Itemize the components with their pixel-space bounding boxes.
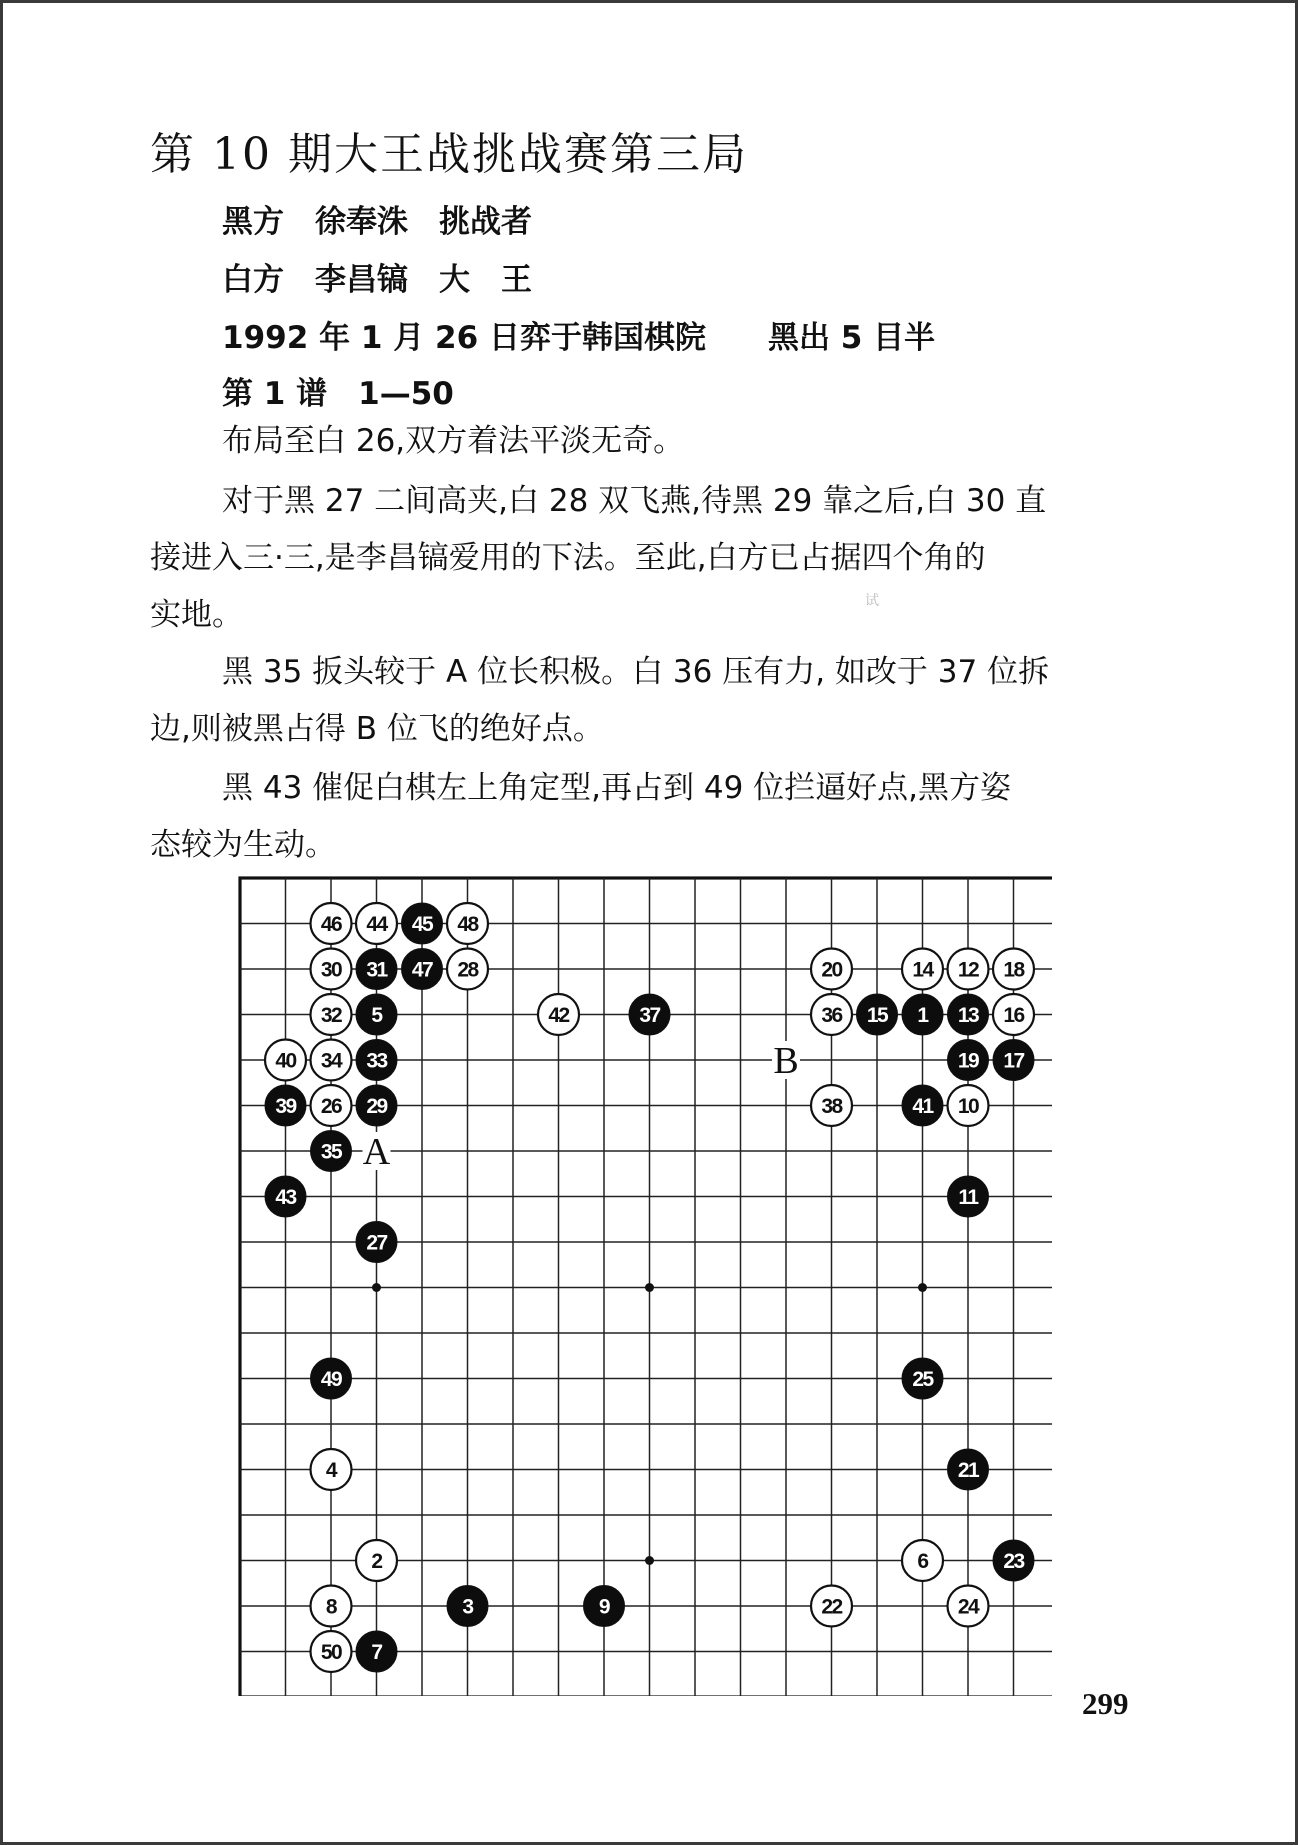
black-stone-47 (402, 949, 443, 990)
stone-move-number: 22 (821, 1595, 842, 1619)
stone-move-number: 10 (957, 1095, 979, 1118)
stone-move-number: 23 (1003, 1550, 1024, 1573)
white-stone-4 (311, 1449, 352, 1490)
stone-move-number: 8 (325, 1595, 337, 1619)
stone-move-number: 12 (957, 958, 979, 982)
white-stone-42 (538, 994, 579, 1035)
stone-move-number: 24 (957, 1595, 979, 1619)
white-stone-32 (311, 994, 352, 1035)
white-stone-30 (311, 949, 352, 990)
black-stone-7 (356, 1631, 397, 1672)
stone-move-number: 9 (598, 1595, 610, 1619)
black-stone-33 (356, 1040, 397, 1081)
star-point (645, 1283, 654, 1292)
stone-move-number: 18 (1003, 958, 1024, 982)
game-title: 第 10 期大王战挑战赛第三局 (150, 129, 748, 180)
paragraph-line: 黑 35 扳头较于 A 位长积极。白 36 压有力, 如改于 37 位拆 (222, 654, 1050, 690)
paragraph-line: 边,则被黑占得 B 位飞的绝好点。 (150, 711, 604, 747)
stone-move-number: 38 (821, 1095, 842, 1118)
paragraph-line: 态较为生动。 (150, 827, 336, 863)
star-point (645, 1556, 654, 1565)
page-number: 299 (1082, 1686, 1129, 1721)
stone-move-number: 37 (639, 1004, 660, 1027)
date-result-line: 1992 年 1 月 26 日弈于韩国棋院 黑出 5 目半 (222, 320, 936, 356)
stone-move-number: 47 (411, 958, 433, 982)
stone-move-number: 31 (366, 958, 387, 982)
white-player-line: 白方 李昌镐 大 王 (222, 262, 532, 298)
white-stone-28 (447, 949, 488, 990)
black-stone-25 (902, 1358, 943, 1399)
stone-move-number: 46 (320, 913, 342, 936)
paragraph-line: 接进入三·三,是李昌镐爱用的下法。至此,白方已占据四个角的 (150, 540, 986, 576)
stone-move-number: 3 (462, 1595, 473, 1619)
stone-move-number: 42 (548, 1004, 569, 1027)
white-stone-16 (993, 994, 1034, 1035)
stone-move-number: 7 (371, 1641, 382, 1664)
black-stone-3 (447, 1586, 488, 1627)
stone-move-number: 19 (957, 1049, 979, 1073)
stone-move-number: 6 (917, 1550, 928, 1573)
stone-move-number: 39 (275, 1095, 296, 1118)
stone-move-number: 17 (1003, 1049, 1024, 1073)
stone-move-number: 27 (366, 1231, 387, 1255)
stone-move-number: 16 (1003, 1004, 1024, 1027)
black-stone-13 (948, 994, 989, 1035)
stone-move-number: 11 (958, 1186, 978, 1209)
black-stone-21 (948, 1449, 989, 1490)
stone-move-number: 48 (457, 913, 478, 936)
white-stone-14 (902, 949, 943, 990)
black-stone-39 (265, 1085, 306, 1126)
black-stone-29 (356, 1085, 397, 1126)
white-stone-34 (311, 1040, 352, 1081)
white-stone-44 (356, 903, 397, 944)
star-point (372, 1283, 381, 1292)
stone-move-number: 33 (366, 1049, 387, 1073)
stone-move-number: 49 (320, 1368, 342, 1391)
stone-move-number: 45 (411, 913, 433, 936)
stone-move-number: 29 (366, 1095, 387, 1118)
black-stone-27 (356, 1222, 397, 1263)
black-stone-43 (265, 1176, 306, 1217)
black-stone-23 (993, 1540, 1034, 1581)
stone-move-number: 41 (912, 1095, 933, 1118)
white-stone-8 (311, 1586, 352, 1627)
black-player-line: 黑方 徐奉洙 挑战者 (222, 204, 532, 240)
black-stone-11 (948, 1176, 989, 1217)
record-range-line: 第 1 谱 1—50 (222, 376, 454, 412)
black-stone-1 (902, 994, 943, 1035)
white-stone-18 (993, 949, 1034, 990)
white-stone-46 (311, 903, 352, 944)
black-stone-31 (356, 949, 397, 990)
stone-move-number: 14 (912, 958, 933, 982)
white-stone-24 (948, 1586, 989, 1627)
stone-move-number: 44 (366, 913, 387, 936)
stone-move-number: 1 (917, 1004, 928, 1027)
scan-speck: 试 (865, 593, 879, 609)
stone-move-number: 2 (371, 1550, 382, 1573)
white-stone-12 (948, 949, 989, 990)
paragraph-line: 对于黑 27 二间高夹,白 28 双飞燕,待黑 29 靠之后,白 30 直 (222, 483, 1047, 519)
stone-move-number: 35 (320, 1140, 342, 1164)
stone-move-number: 5 (371, 1004, 382, 1027)
black-stone-49 (311, 1358, 352, 1399)
stone-move-number: 36 (821, 1004, 842, 1027)
black-stone-15 (857, 994, 898, 1035)
black-stone-45 (402, 903, 443, 944)
stone-move-number: 15 (866, 1004, 888, 1027)
black-stone-37 (629, 994, 670, 1035)
white-stone-10 (948, 1085, 989, 1126)
stone-move-number: 32 (320, 1004, 342, 1027)
stone-move-number: 4 (325, 1459, 337, 1482)
white-stone-40 (265, 1040, 306, 1081)
mark-label-b: B (773, 1040, 799, 1082)
stone-move-number: 21 (957, 1459, 979, 1482)
stone-move-number: 30 (320, 958, 342, 982)
stone-move-number: 13 (957, 1004, 979, 1027)
white-stone-26 (311, 1085, 352, 1126)
white-stone-38 (811, 1085, 852, 1126)
stone-move-number: 50 (320, 1641, 342, 1664)
stone-move-number: 28 (457, 958, 478, 982)
stone-move-number: 25 (912, 1368, 933, 1391)
white-stone-36 (811, 994, 852, 1035)
black-stone-35 (311, 1131, 352, 1172)
black-stone-19 (948, 1040, 989, 1081)
stone-move-number: 43 (275, 1186, 296, 1209)
paragraph-line: 黑 43 催促白棋左上角定型,再占到 49 位拦逼好点,黑方姿 (222, 770, 1012, 806)
paragraph-line: 布局至白 26,双方着法平淡无奇。 (222, 423, 685, 459)
go-board-diagram (230, 868, 1052, 1696)
white-stone-50 (311, 1631, 352, 1672)
white-stone-22 (811, 1586, 852, 1627)
black-stone-9 (584, 1586, 625, 1627)
stone-move-number: 34 (320, 1049, 342, 1073)
stone-move-number: 20 (821, 958, 842, 982)
mark-label-a: A (362, 1131, 391, 1173)
white-stone-20 (811, 949, 852, 990)
star-point (918, 1283, 927, 1292)
black-stone-5 (356, 994, 397, 1035)
white-stone-48 (447, 903, 488, 944)
white-stone-6 (902, 1540, 943, 1581)
white-stone-2 (356, 1540, 397, 1581)
paragraph-line: 实地。 (150, 597, 243, 633)
black-stone-41 (902, 1085, 943, 1126)
black-stone-17 (993, 1040, 1034, 1081)
stone-move-number: 40 (275, 1049, 296, 1073)
stone-move-number: 26 (320, 1095, 342, 1118)
